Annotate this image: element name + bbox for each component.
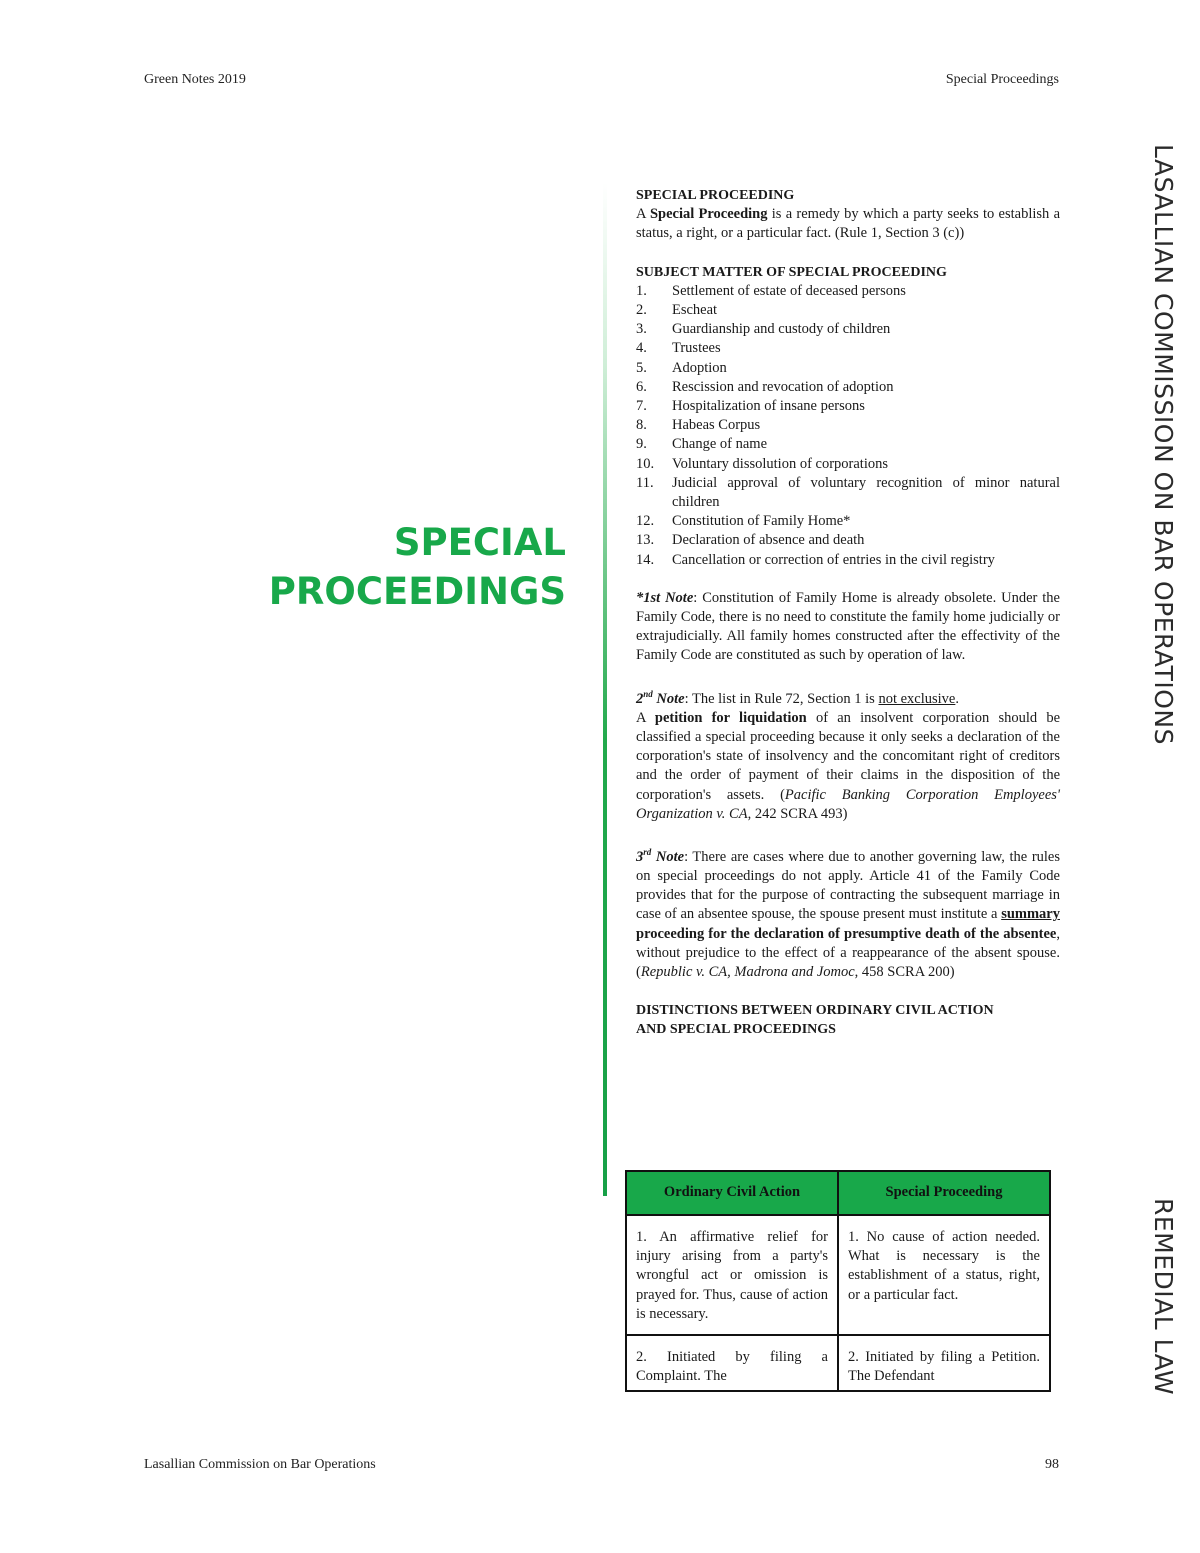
list-item-number: 7. — [636, 398, 647, 415]
list-item-text: Change of name — [672, 436, 768, 453]
list-item-text: Cancellation or correction of entries in the civil registry — [672, 551, 995, 568]
side-label-subject: REMEDIAL LAW — [1149, 1198, 1178, 1396]
section-heading-subject-matter: SUBJECT MATTER OF SPECIAL PROCEEDING — [636, 264, 947, 280]
table-cell: 2. Initiated by filing a Complaint. The — [626, 1335, 838, 1391]
list-item-number: 2. — [636, 302, 647, 319]
list-item-number: 3. — [636, 321, 647, 338]
list-item — [636, 320, 1060, 339]
note-1-label: *1st Note — [636, 589, 694, 606]
comparison-table — [625, 1170, 1051, 1392]
table-cell: 1. No cause of action needed. What is necessary is the establishment of a status, right, or a particular fact. — [838, 1215, 1050, 1335]
list-item — [636, 301, 1060, 320]
list-item-text: Declaration of absence and death — [672, 532, 865, 549]
list-item-text: Habeas Corpus — [672, 417, 761, 434]
definition-paragraph: A Special Proceeding is a remedy by which a party seeks to establish a status, a right, or a particular fact. (Rule 1, Section 3 (c)) — [636, 206, 1060, 242]
list-item-text: Settlement of estate of deceased persons — [672, 282, 906, 299]
list-item — [636, 397, 1060, 416]
green-divider — [603, 183, 607, 1196]
list-item — [636, 339, 1060, 358]
list-item — [636, 531, 1060, 550]
case-citation: Pacific Banking Corporation Employees' Organization v. CA — [636, 786, 1061, 822]
list-item-number: 14. — [636, 551, 655, 568]
list-item — [636, 359, 1060, 378]
list-item-number: 8. — [636, 417, 647, 434]
list-item-text: Rescission and revocation of adoption — [672, 378, 894, 395]
list-item-number: 9. — [636, 436, 647, 453]
list-item-text: Trustees — [672, 340, 721, 357]
list-item-number: 12. — [636, 513, 655, 530]
note-1: *1st Note: Constitution of Family Home is already obsolete. Under the Family Code, there is no need to constitute the family home judicially or extrajudicially. All family homes constructed after the effectivity of the Family Code are constituted as such by operation of law. — [636, 589, 1060, 664]
list-item-text: Constitution of Family Home* — [672, 513, 851, 530]
chapter-title — [269, 518, 566, 616]
list-item — [636, 512, 1060, 531]
list-item-text: Hospitalization of insane persons — [672, 398, 865, 415]
chapter-title-line1: SPECIAL — [393, 521, 566, 564]
list-item — [636, 551, 1060, 570]
distinctions-heading: DISTINCTIONS BETWEEN ORDINARY CIVIL ACTION AND SPECIAL PROCEEDINGS — [636, 1003, 994, 1038]
subject-matter-list — [636, 282, 1060, 570]
case-citation: Republic v. CA, Madrona and Jomoc — [640, 963, 855, 980]
header-right: Special Proceedings — [945, 72, 1059, 87]
list-item-text: Adoption — [672, 359, 727, 376]
section-heading-special-proceeding: SPECIAL PROCEEDING — [636, 188, 795, 203]
list-item — [636, 416, 1060, 435]
list-item-number: 10. — [636, 455, 655, 472]
list-item-text: Escheat — [672, 302, 718, 319]
list-item-number: 1. — [636, 282, 647, 299]
side-label-commission: LASALLIAN COMMISSION ON BAR OPERATIONS — [1149, 144, 1178, 745]
list-item-text: Guardianship and custody of children — [672, 321, 891, 338]
chapter-title-line2: PROCEEDINGS — [268, 570, 566, 613]
table-row — [626, 1335, 1050, 1391]
underlined-text: not exclusive — [878, 690, 956, 707]
main-content — [636, 186, 1060, 1040]
table-header-row — [626, 1171, 1050, 1215]
table-cell: 2. Initiated by filing a Petition. The Defendant — [838, 1335, 1050, 1391]
list-item — [636, 282, 1060, 301]
header-left: Green Notes 2019 — [144, 72, 246, 87]
list-item-number: 13. — [636, 532, 655, 549]
table-header-cell: Ordinary Civil Action — [626, 1171, 838, 1215]
list-item-number: 11. — [636, 474, 654, 491]
list-item — [636, 455, 1060, 474]
defined-term: Special Proceeding — [649, 206, 768, 223]
table-header-cell: Special Proceeding — [838, 1171, 1050, 1215]
note-2-paragraph: A petition for liquidation of an insolvent corporation should be classified a special proceeding because it only seeks a declaration of the corporation's state of insolvency and the concomitant right of creditors and the order of payment of their claims in the disposition of the corporation's assets. (Pacific Banking Corporation Employees' Organization v. CA, 242 SCRA 493) — [636, 709, 1061, 822]
footer-left: Lasallian Commission on Bar Operations — [144, 1457, 376, 1472]
list-item-text: Judicial approval of voluntary recognition of minor natural children — [672, 474, 1060, 511]
note-2: 2nd Note: The list in Rule 72, Section 1 is not exclusive. — [636, 688, 959, 707]
page-number: 98 — [1045, 1457, 1059, 1472]
list-item — [636, 474, 1060, 512]
list-item-number: 6. — [636, 378, 647, 395]
list-item — [636, 378, 1060, 397]
list-item — [636, 435, 1060, 454]
list-item-text: Voluntary dissolution of corporations — [672, 455, 889, 472]
list-item-number: 5. — [636, 359, 647, 376]
table-cell: 1. An affirmative relief for injury arising from a party's wrongful act or omission is prayed for. Thus, cause of action is necessary. — [626, 1215, 838, 1335]
note-3: 3rd Note: There are cases where due to another governing law, the rules on special proceedings do not apply. Article 41 of the Family Code provides that for the purpose of contracting the subsequent marriage in case of an absentee spouse, the spouse present must institute a summary proceeding for the declaration of presumptive death of the absentee, without prejudice to the effect of a reappearance of the absent spouse. (Republic v. CA, Madrona and Jomoc, 458 SCRA 200) — [636, 846, 1061, 980]
table-row — [626, 1215, 1050, 1335]
list-item-number: 4. — [636, 340, 647, 357]
